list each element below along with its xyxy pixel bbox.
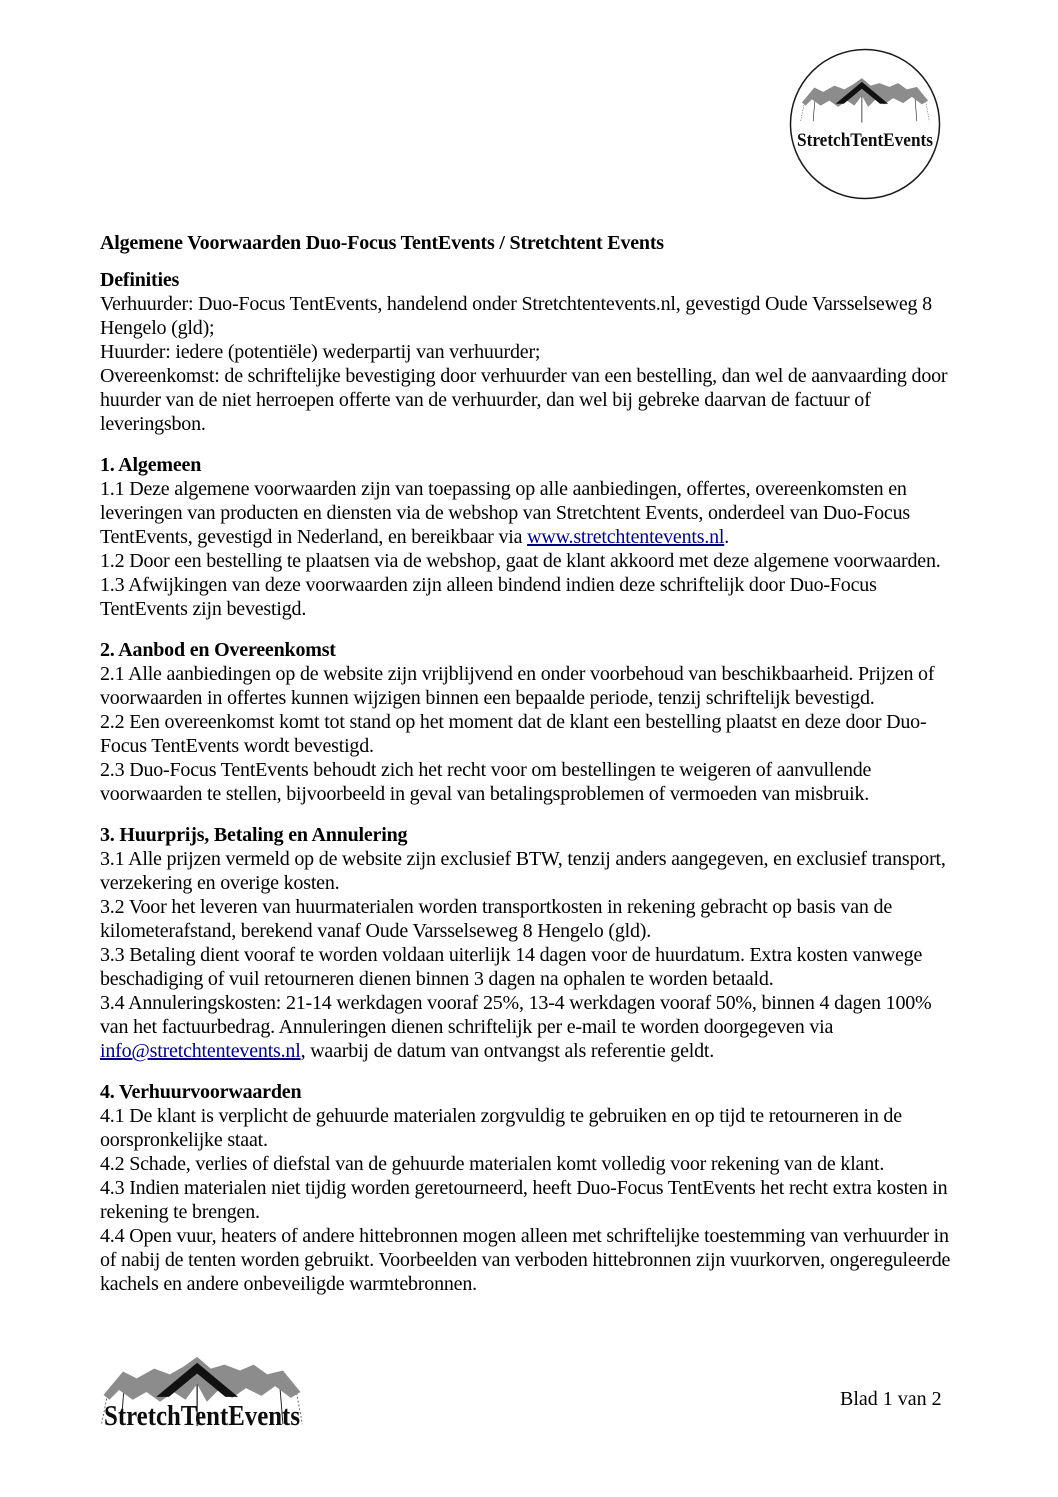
company-logo-header — [788, 47, 942, 201]
paragraph: Verhuurder: Duo-Focus TentEvents, handelend onder Stretchtentevents.nl, gevestigd Oude Varsselseweg 8 Hengelo (gld); — [100, 293, 932, 339]
paragraph: Huurder: iedere (potentiële) wederpartij van verhuurder; — [100, 341, 541, 363]
paragraph: 2.1 Alle aanbiedingen op de website zijn vrijblijvend en onder voorbehoud van beschikbaarheid. Prijzen of voorwaarden in offertes kunnen wijzigen binnen een bepaalde periode, tenzij schriftelijk bevestigd. — [100, 663, 935, 709]
paragraph: 4.4 Open vuur, heaters of andere hittebronnen mogen alleen met schriftelijke toestemming van verhuurder in of nabij de tenten worden gebruikt. Voorbeelden van verboden hittebronnen zijn vuurkorven, ongereguleerde kachels en andere onbeveiligde warmtebronnen. — [100, 1225, 951, 1295]
document-sections — [100, 268, 962, 1296]
document-section — [100, 1080, 962, 1296]
logo-text: StretchTentEvents — [104, 1401, 301, 1432]
paragraph: 3.3 Betaling dient vooraf te worden voldaan uiterlijk 14 dagen voor de huurdatum. Extra kosten vanwege beschadiging of vuil retourneren dienen binnen 3 dagen na ophalen te worden betaald. — [100, 944, 923, 990]
document-section — [100, 823, 962, 1063]
email-link[interactable]: info@stretchtentevents.nl — [100, 1040, 301, 1062]
section-heading: 4. Verhuurvoorwaarden — [100, 1081, 302, 1103]
document-section — [100, 268, 962, 436]
company-logo-footer — [96, 1352, 308, 1432]
paragraph: 1.1 Deze algemene voorwaarden zijn van toepassing op alle aanbiedingen, offertes, overeenkomsten en leveringen van producten en diensten via de webshop van Stretchtent Events, onderdeel van Duo-Focus TentEvents, gevestigd in Nederland, en bereikbaar via www.stretchtentevents.nl. — [100, 478, 910, 548]
section-heading: 3. Huurprijs, Betaling en Annulering — [100, 824, 408, 846]
paragraph: 4.1 De klant is verplicht de gehuurde materialen zorgvuldig te gebruiken en op tijd te retourneren in de oorspronkelijke staat. — [100, 1105, 902, 1151]
document-section — [100, 638, 962, 806]
paragraph: 4.2 Schade, verlies of diefstal van de gehuurde materialen komt volledig voor rekening van de klant. — [100, 1153, 885, 1175]
document-title: Algemene Voorwaarden Duo-Focus TentEvents / Stretchtent Events — [100, 232, 664, 254]
paragraph: 2.3 Duo-Focus TentEvents behoudt zich het recht voor om bestellingen te weigeren of aanvullende voorwaarden te stellen, bijvoorbeeld in geval van betalingsproblemen of vermoeden van misbruik. — [100, 759, 872, 805]
paragraph: 4.3 Indien materialen niet tijdig worden geretourneerd, heeft Duo-Focus TentEvents het recht extra kosten in rekening te brengen. — [100, 1177, 948, 1223]
paragraph: 3.2 Voor het leveren van huurmaterialen worden transportkosten in rekening gebracht op basis van de kilometerafstand, berekend vanaf Oude Varsselseweg 8 Hengelo (gld). — [100, 896, 892, 942]
document-section — [100, 453, 962, 621]
section-heading: 2. Aanbod en Overeenkomst — [100, 639, 336, 661]
paragraph: 1.3 Afwijkingen van deze voorwaarden zijn alleen bindend indien deze schriftelijk door Duo-Focus TentEvents zijn bevestigd. — [100, 574, 877, 620]
logo-text: StretchTentEvents — [797, 130, 933, 151]
logo-circle — [791, 50, 940, 199]
paragraph: 2.2 Een overeenkomst komt tot stand op het moment dat de klant een bestelling plaatst en deze door Duo-Focus TentEvents wordt bevestigd. — [100, 711, 927, 757]
paragraph: 3.1 Alle prijzen vermeld op de website zijn exclusief BTW, tenzij anders aangegeven, en exclusief transport, verzekering en overige kosten. — [100, 848, 946, 894]
section-heading: Definities — [100, 269, 180, 291]
paragraph: 3.4 Annuleringskosten: 21-14 werkdagen vooraf 25%, 13-4 werkdagen vooraf 50%, binnen 4 dagen 100% van het factuurbedrag. Annuleringen dienen schriftelijk per e-mail te worden doorgegeven via info@stretchtentevents.nl, waarbij de datum van ontvangst als referentie geldt. — [100, 992, 932, 1062]
paragraph: 1.2 Door een bestelling te plaatsen via de webshop, gaat de klant akkoord met deze algemene voorwaarden. — [100, 550, 941, 572]
section-heading: 1. Algemeen — [100, 454, 202, 476]
website-link[interactable]: www.stretchtentevents.nl — [527, 526, 725, 548]
page-number-label: Blad 1 van 2 — [840, 1388, 942, 1410]
paragraph: Overeenkomst: de schriftelijke bevestiging door verhuurder van een bestelling, dan wel de aanvaarding door huurder van de niet herroepen offerte van de verhuurder, dan wel bij gebreke daarvan de factuur of leveringsbon. — [100, 365, 948, 435]
document-body — [100, 231, 962, 1296]
